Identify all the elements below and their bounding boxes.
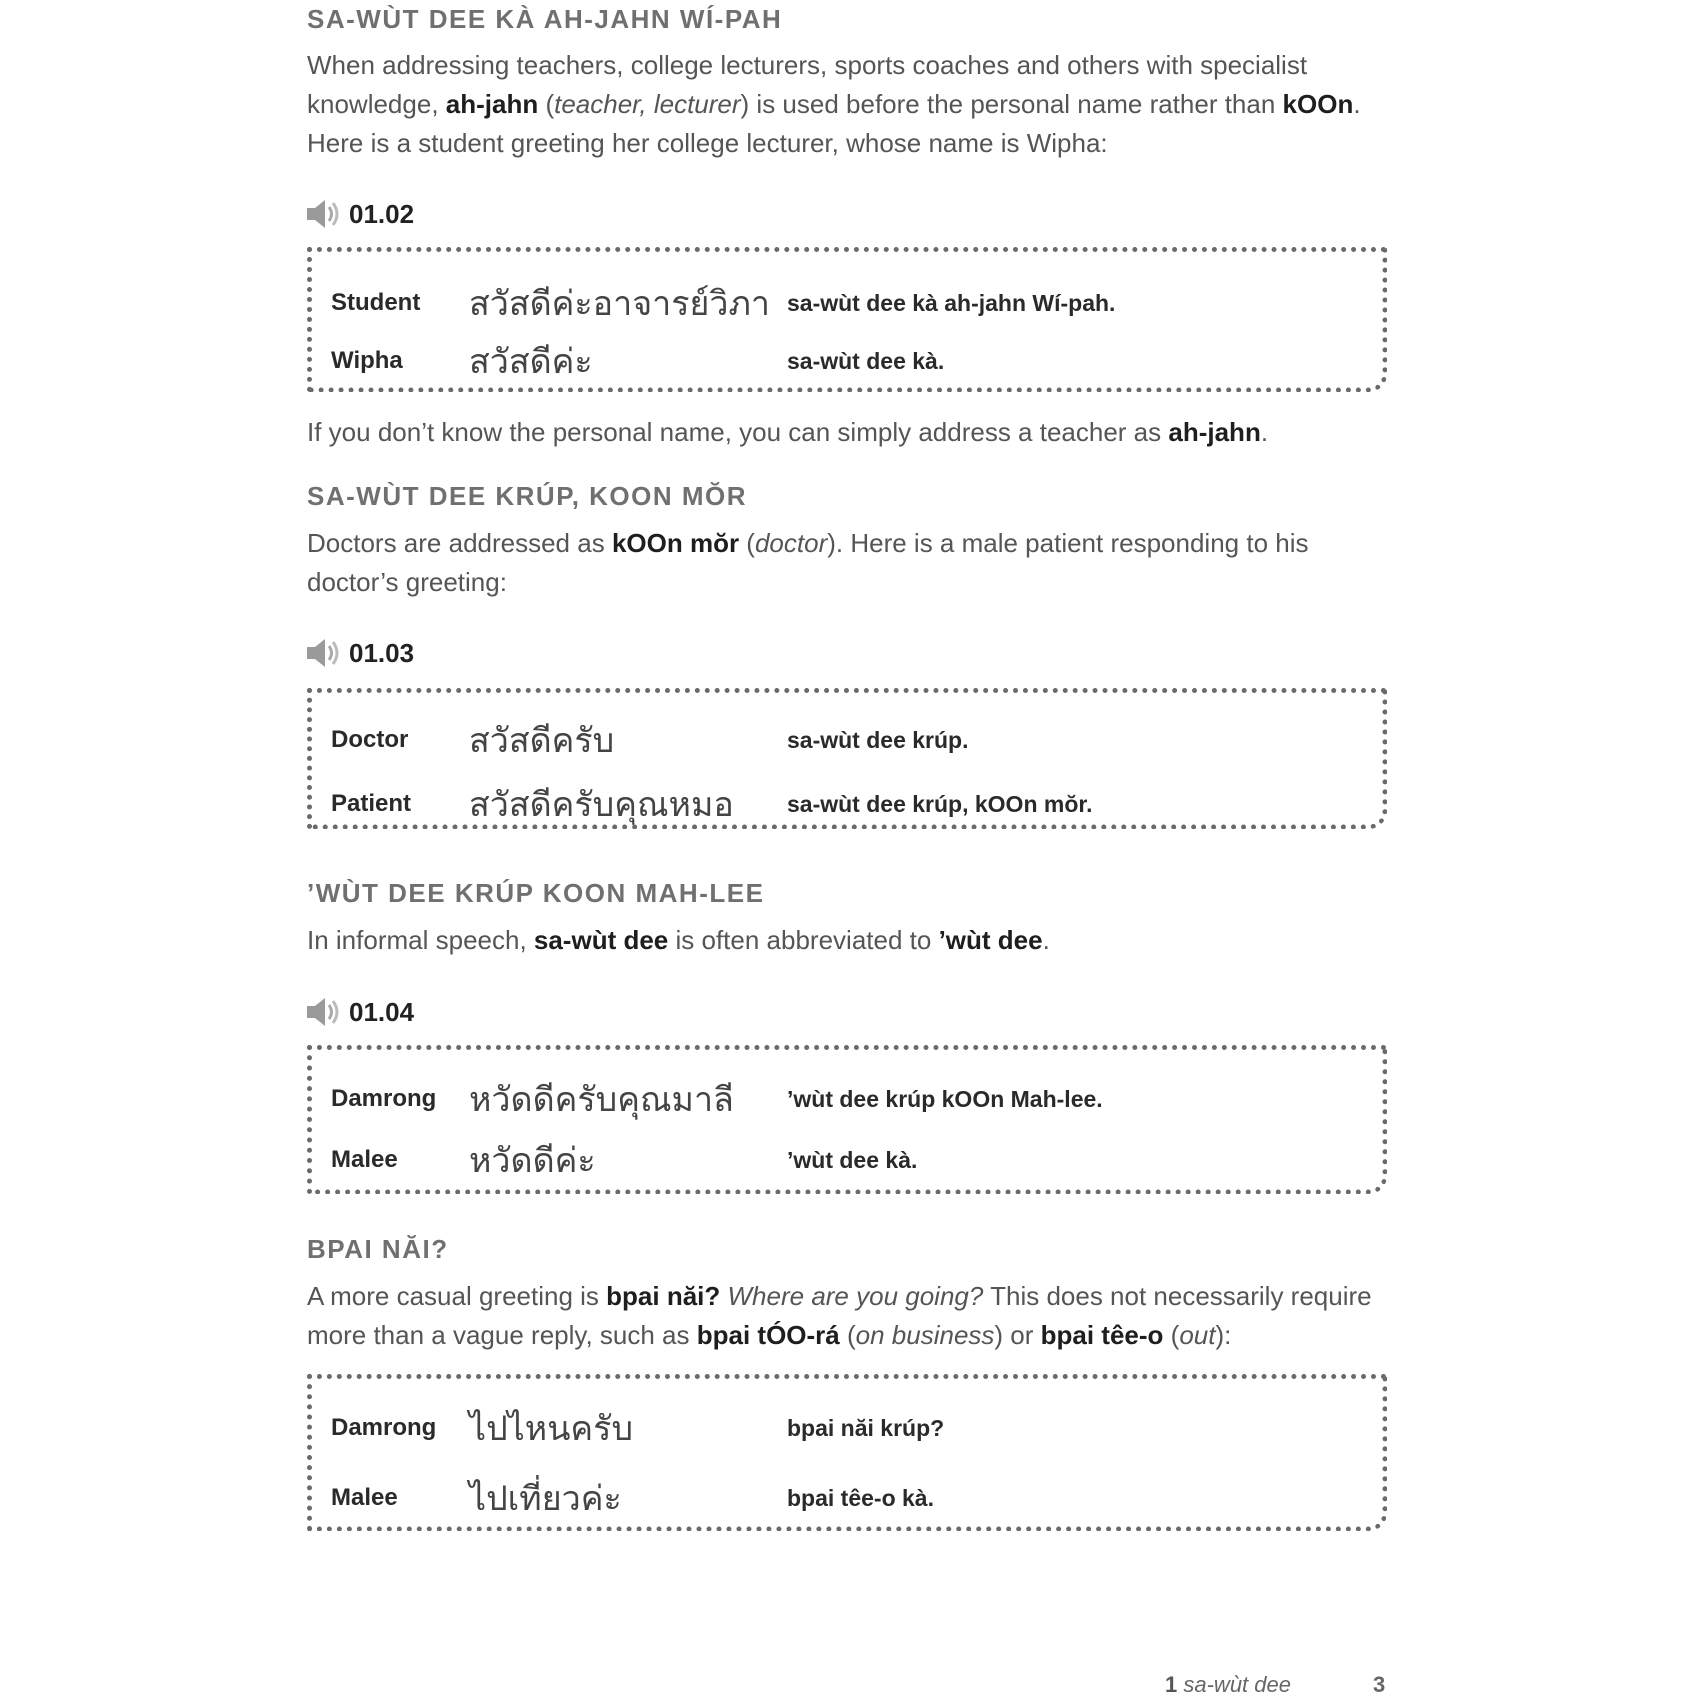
speaker-name: Damrong [331, 1085, 437, 1112]
transliteration: ’wùt dee krúp kOOn Mah-lee. [787, 1086, 1103, 1112]
speaker-name: Wipha [331, 347, 403, 374]
audio-track-number: 01.02 [349, 198, 415, 229]
speaker-name: Malee [331, 1146, 398, 1173]
section-heading-2: SA-WÙT DEE KRÚP, KOON MŎR [307, 481, 748, 511]
audio-track-number: 01.03 [349, 637, 415, 668]
thai-text: ไปเที่ยวค่ะ [469, 1479, 622, 1519]
dialogue-line [312, 1133, 1382, 1183]
dialogue-box-3 [307, 1045, 1387, 1194]
dialogue-line [312, 1401, 1382, 1451]
speaker-name: Damrong [331, 1414, 437, 1441]
transliteration: sa-wùt dee krúp. [787, 727, 969, 753]
dialogue-box-4 [307, 1374, 1387, 1531]
followup-paragraph-1: If you don’t know the personal name, you can simply address a teacher as ah-jahn. [307, 417, 1269, 447]
audio-track-01-03[interactable] [305, 635, 414, 671]
audio-track-01-02[interactable] [305, 196, 414, 232]
thai-text: สวัสดีค่ะอาจารย์วิภา [469, 284, 770, 324]
thai-text: ไปไหนครับ [469, 1409, 634, 1449]
dialogue-line [312, 1072, 1382, 1122]
speaker-audio-icon [305, 635, 345, 671]
intro-paragraph-2: Doctors are addressed as kOOn mŏr (doctor). Here is a male patient responding to his doctor’s greeting: [307, 528, 1309, 597]
transliteration: sa-wùt dee kà. [787, 348, 945, 374]
running-footer [1165, 1672, 1291, 1698]
page-number: 3 [1373, 1672, 1386, 1697]
speaker-name: Malee [331, 1484, 398, 1511]
transliteration: sa-wùt dee kà ah-jahn Wí-pah. [787, 290, 1116, 316]
thai-text: สวัสดีค่ะ [469, 342, 593, 382]
audio-track-01-04[interactable] [305, 994, 414, 1030]
thai-text: สวัสดีครับคุณหมอ [469, 785, 734, 825]
section-heading-4: BPAI NĂI? [307, 1234, 449, 1264]
transliteration: bpai năi krúp? [787, 1415, 945, 1441]
thai-text: หวัดดีค่ะ [469, 1141, 596, 1181]
speaker-audio-icon [305, 994, 345, 1030]
speaker-name: Student [331, 289, 421, 316]
thai-text: หวัดดีครับคุณมาลี [469, 1080, 734, 1120]
dialogue-box-2 [307, 688, 1387, 829]
thai-text: สวัสดีครับ [469, 721, 615, 761]
chapter-number: 1 [1165, 1672, 1178, 1697]
dialogue-line [312, 334, 1382, 384]
speaker-audio-icon [305, 196, 345, 232]
chapter-title: sa-wùt dee [1183, 1672, 1291, 1697]
dialogue-box-1 [307, 247, 1387, 392]
intro-paragraph-3: In informal speech, sa-wùt dee is often abbreviated to ’wùt dee. [307, 925, 1050, 955]
section-heading-1: SA-WÙT DEE KÀ AH-JAHN WÍ-PAH [307, 4, 783, 34]
section-heading-3: ’WÙT DEE KRÚP KOON MAH-LEE [307, 878, 765, 908]
audio-track-number: 01.04 [349, 996, 415, 1027]
intro-paragraph-4: A more casual greeting is bpai năi? Where are you going? This does not necessarily require more than a vague reply, such as bpai tÓO-rá (on business) or bpai têe-o (out): [307, 1281, 1372, 1350]
intro-paragraph-1: When addressing teachers, college lecturers, sports coaches and others with specialist knowledge, ah-jahn (teacher, lecturer) is used before the personal name rather than kOOn. Here is a student greeting her college lecturer, whose name is Wipha: [307, 50, 1361, 158]
transliteration: sa-wùt dee krúp, kOOn mŏr. [787, 791, 1093, 817]
speaker-name: Doctor [331, 726, 409, 753]
transliteration: bpai têe-o kà. [787, 1485, 934, 1511]
dialogue-line [312, 276, 1382, 326]
dialogue-line [312, 1471, 1382, 1521]
transliteration: ’wùt dee kà. [787, 1147, 918, 1173]
dialogue-line [312, 713, 1382, 763]
dialogue-line [312, 777, 1382, 827]
speaker-name: Patient [331, 790, 412, 817]
